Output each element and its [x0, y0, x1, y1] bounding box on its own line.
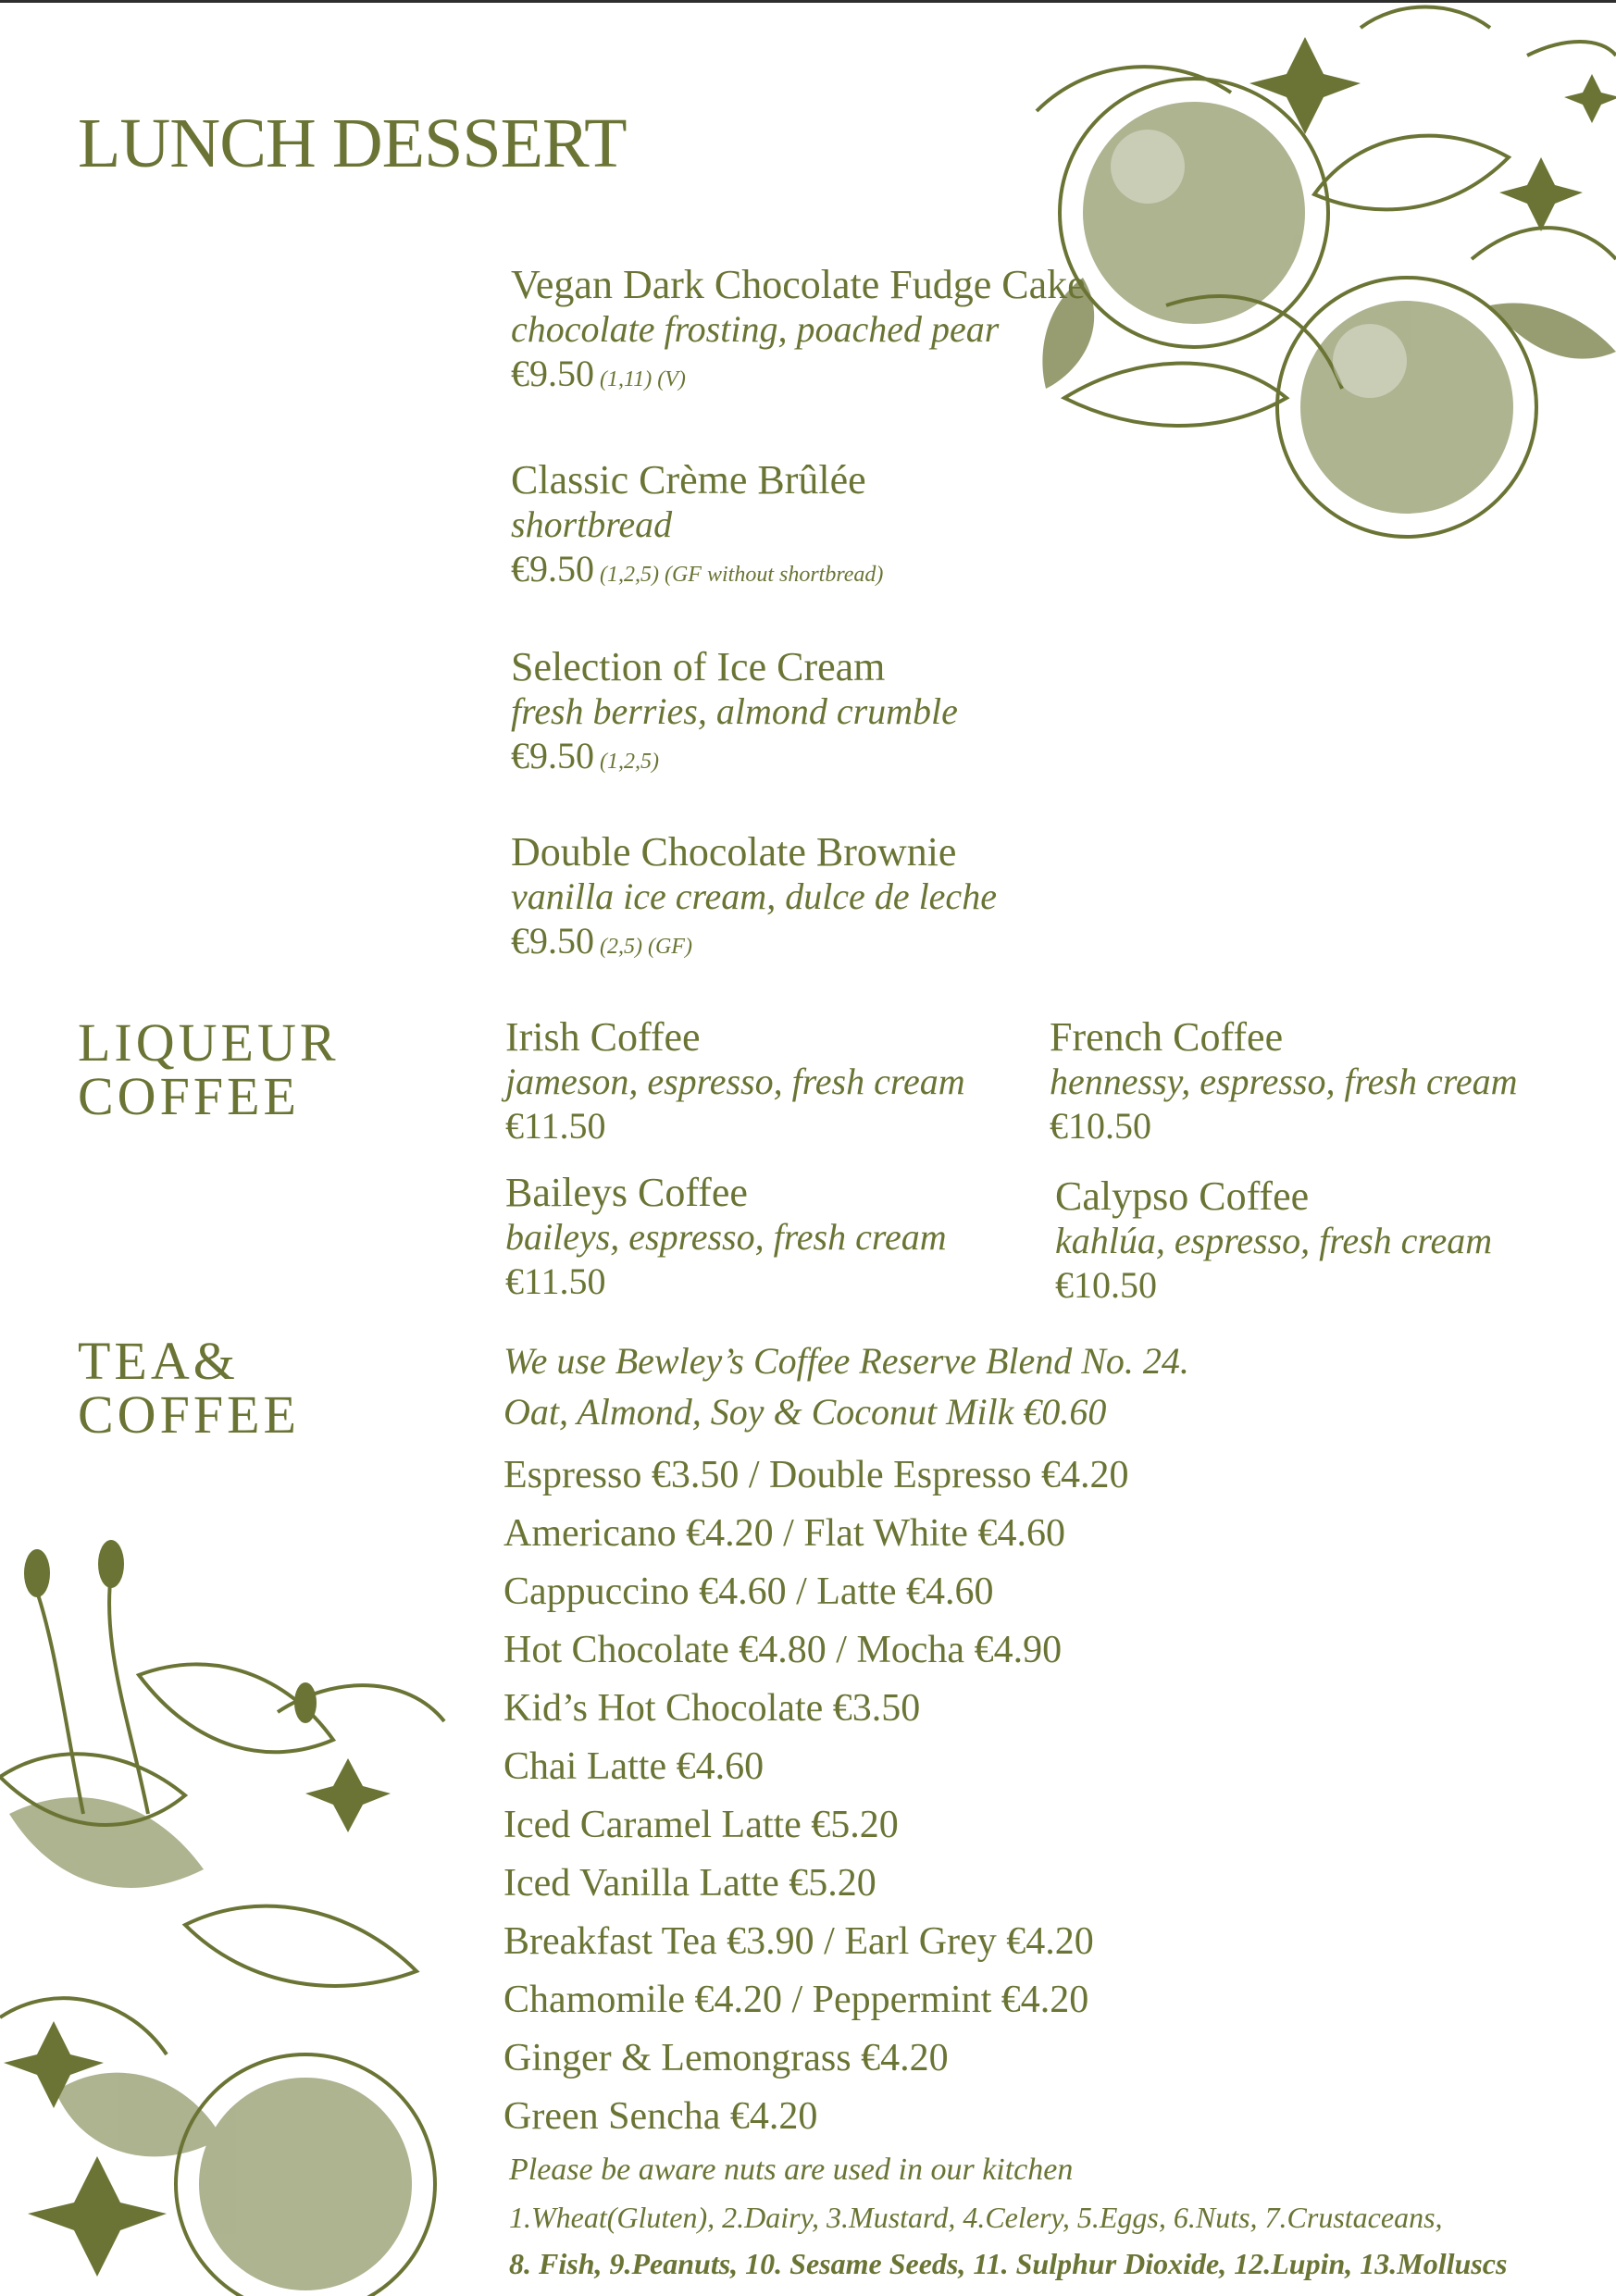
dessert-price-line	[511, 733, 958, 785]
nuts-notice: Please be aware nuts are used in our kitchen	[509, 2153, 1074, 2187]
section-heading-line: LIQUEUR	[78, 1012, 340, 1073]
list-item: Breakfast Tea €3.90 / Earl Grey €4.20	[503, 1920, 1094, 1963]
list-item: Iced Vanilla Latte €5.20	[503, 1862, 876, 1905]
list-item: Kid’s Hot Chocolate €3.50	[503, 1687, 921, 1730]
section-heading-line: COFFEE	[78, 1066, 300, 1126]
dessert-description: vanilla ice cream, dulce de leche	[511, 875, 997, 917]
tea-coffee-list	[503, 1446, 1128, 2146]
dessert-price-line	[511, 351, 1086, 403]
liqueur-name: Calypso Coffee	[1055, 1173, 1310, 1219]
liqueur-description: hennessy, espresso, fresh cream	[1050, 1061, 1518, 1102]
dessert-allergen-tags: (2,5) (GF)	[600, 935, 692, 959]
orange-blossom-illustration-bottom-left	[0, 1536, 500, 2296]
list-item: Iced Caramel Latte €5.20	[503, 1804, 899, 1846]
dessert-name: Double Chocolate Brownie	[511, 829, 957, 875]
section-heading-line: COFFEE	[78, 1384, 300, 1445]
liqueur-name: Baileys Coffee	[505, 1170, 748, 1215]
list-item: Hot Chocolate €4.80 / Mocha €4.90	[503, 1629, 1063, 1671]
dessert-allergen-tags: (1,2,5) (GF without shortbread)	[600, 563, 884, 587]
allergen-key-line: 1.Wheat(Gluten), 2.Dairy, 3.Mustard, 4.Celery, 5.Eggs, 6.Nuts, 7.Crustaceans,	[509, 2201, 1443, 2234]
list-item: Ginger & Lemongrass €4.20	[503, 2037, 949, 2079]
liqueur-item	[505, 1170, 947, 1305]
section-heading-line: TEA&	[78, 1331, 239, 1391]
liqueur-price: €11.50	[505, 1105, 606, 1147]
coffee-blend-note: We use Bewley’s Coffee Reserve Blend No. 24.	[503, 1340, 1189, 1382]
list-item: Green Sencha €4.20	[503, 2095, 818, 2138]
liqueur-item	[505, 1014, 965, 1149]
section-heading-tea-coffee	[78, 1331, 300, 1445]
dessert-allergen-tags: (1,2,5)	[600, 750, 659, 774]
list-item: Chai Latte €4.60	[503, 1745, 764, 1788]
dessert-item	[511, 644, 958, 785]
dessert-name: Vegan Dark Chocolate Fudge Cake	[511, 262, 1086, 307]
dessert-price: €9.50	[511, 920, 594, 962]
section-heading-liqueur-coffee	[78, 1012, 340, 1126]
list-item: Espresso €3.50 / Double Espresso €4.20	[503, 1454, 1129, 1496]
dessert-name: Selection of Ice Cream	[511, 644, 886, 689]
liqueur-description: kahlúa, espresso, fresh cream	[1055, 1220, 1493, 1261]
liqueur-price: €10.50	[1055, 1264, 1157, 1306]
milk-options-note: Oat, Almond, Soy & Coconut Milk €0.60	[503, 1391, 1107, 1433]
dessert-item	[511, 457, 883, 598]
dessert-price-line	[511, 546, 883, 598]
orange-blossom-illustration-top-right	[1009, 0, 1616, 555]
dessert-description: chocolate frosting, poached pear	[511, 308, 1000, 350]
liqueur-description: baileys, espresso, fresh cream	[505, 1216, 947, 1258]
liqueur-price: €10.50	[1050, 1105, 1151, 1147]
liqueur-description: jameson, espresso, fresh cream	[505, 1061, 965, 1102]
liqueur-item	[1055, 1173, 1492, 1309]
dessert-description: shortbread	[511, 503, 673, 545]
dessert-description: fresh berries, almond crumble	[511, 690, 958, 732]
dessert-price: €9.50	[511, 548, 594, 590]
dessert-price: €9.50	[511, 353, 594, 394]
allergen-key-line: 8. Fish, 9.Peanuts, 10. Sesame Seeds, 11. Sulphur Dioxide, 12.Lupin, 13.Molluscs	[509, 2247, 1508, 2280]
liqueur-name: Irish Coffee	[505, 1014, 701, 1060]
list-item: Americano €4.20 / Flat White €4.60	[503, 1512, 1065, 1555]
dessert-price: €9.50	[511, 735, 594, 776]
dessert-allergen-tags: (1,11) (V)	[600, 367, 686, 391]
list-item: Chamomile €4.20 / Peppermint €4.20	[503, 1979, 1089, 2021]
liqueur-name: French Coffee	[1050, 1014, 1284, 1060]
menu-title: LUNCH DESSERT	[78, 105, 627, 182]
liqueur-item	[1050, 1014, 1517, 1149]
list-item: Cappuccino €4.60 / Latte €4.60	[503, 1570, 994, 1613]
liqueur-price: €11.50	[505, 1260, 606, 1302]
dessert-name: Classic Crème Brûlée	[511, 457, 866, 503]
dessert-price-line	[511, 918, 997, 970]
dessert-item	[511, 262, 1086, 403]
dessert-item	[511, 829, 997, 970]
